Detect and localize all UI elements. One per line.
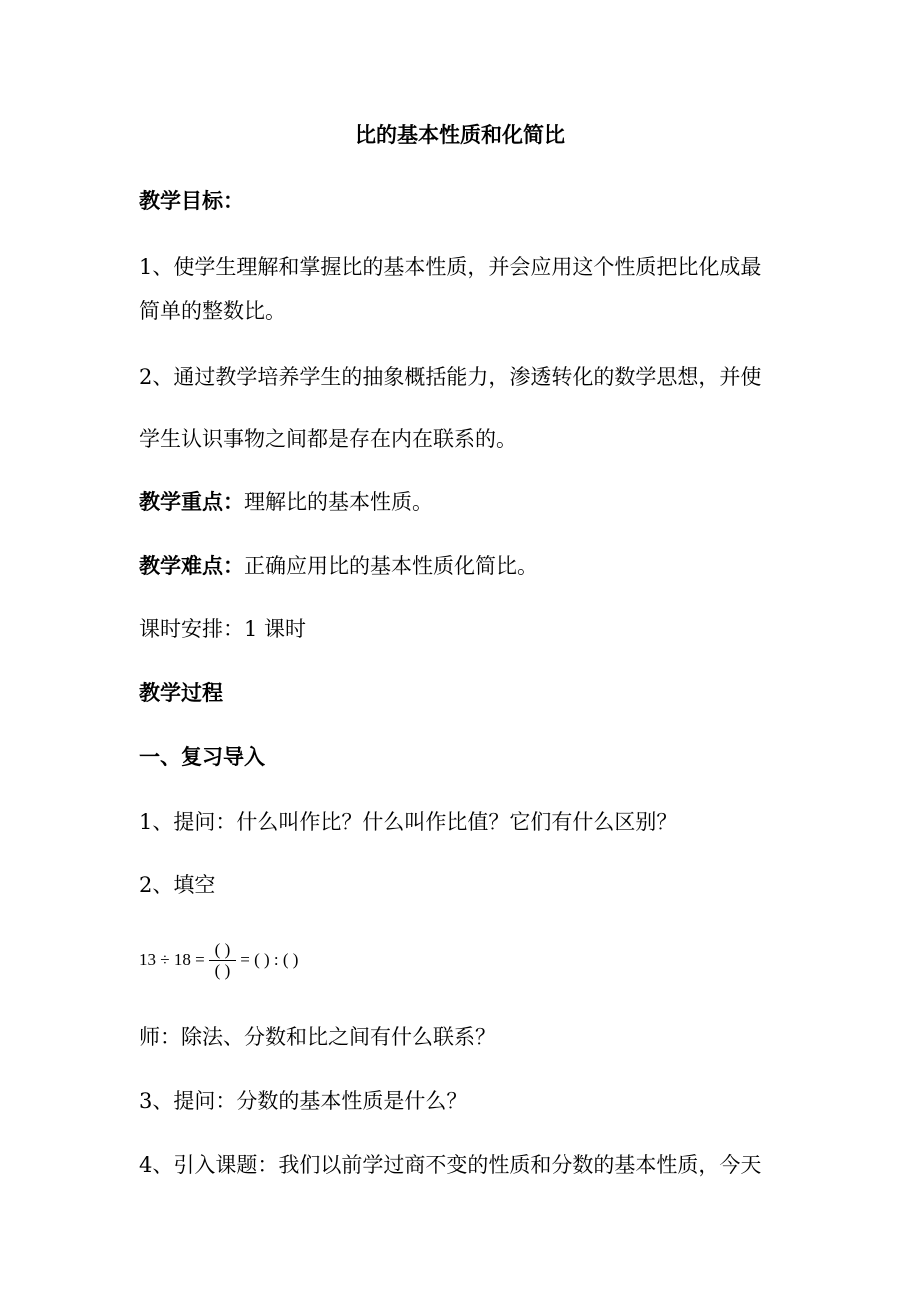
formula-fraction [209, 941, 237, 980]
key-point-text: 理解比的基本性质。 [244, 490, 433, 514]
objective-2-line-1: 2、通过教学培养学生的抽象概括能力，渗透转化的数学思想，并使 [139, 365, 762, 389]
objective-2-line-2: 学生认识事物之间都是存在内在联系的。 [139, 427, 517, 451]
formula-lhs: 13 ÷ 18 = [139, 950, 205, 969]
schedule: 课时安排：1 课时 [139, 617, 307, 641]
question-3: 3、提问：分数的基本性质是什么？ [139, 1089, 468, 1113]
objective-1-line-1: 1、使学生理解和掌握比的基本性质，并会应用这个性质把比化成最 [139, 255, 762, 279]
process-heading: 教学过程 [139, 680, 223, 705]
objectives-heading: 教学目标： [139, 188, 244, 213]
document-title: 比的基本性质和化简比 [355, 122, 565, 147]
difficulty [139, 551, 789, 581]
key-point-label: 教学重点： [139, 489, 244, 514]
formula-denominator: ( ) [214, 960, 231, 980]
objective-1-line-2: 简单的整数比。 [139, 299, 286, 323]
question-4: 4、引入课题：我们以前学过商不变的性质和分数的基本性质，今天 [139, 1153, 762, 1177]
question-2: 2、填空 [139, 873, 216, 897]
difficulty-text: 正确应用比的基本性质化简比。 [244, 554, 538, 578]
formula-rhs: = ( ) : ( ) [240, 950, 299, 969]
difficulty-label: 教学难点： [139, 553, 244, 578]
formula-numerator: ( ) [209, 941, 237, 961]
fill-in-formula [139, 940, 298, 980]
question-1: 1、提问：什么叫作比？什么叫作比值？它们有什么区别？ [139, 810, 678, 834]
section-1-heading: 一、复习导入 [139, 744, 265, 769]
teacher-question: 师：除法、分数和比之间有什么联系？ [139, 1025, 496, 1049]
key-point [139, 487, 789, 517]
